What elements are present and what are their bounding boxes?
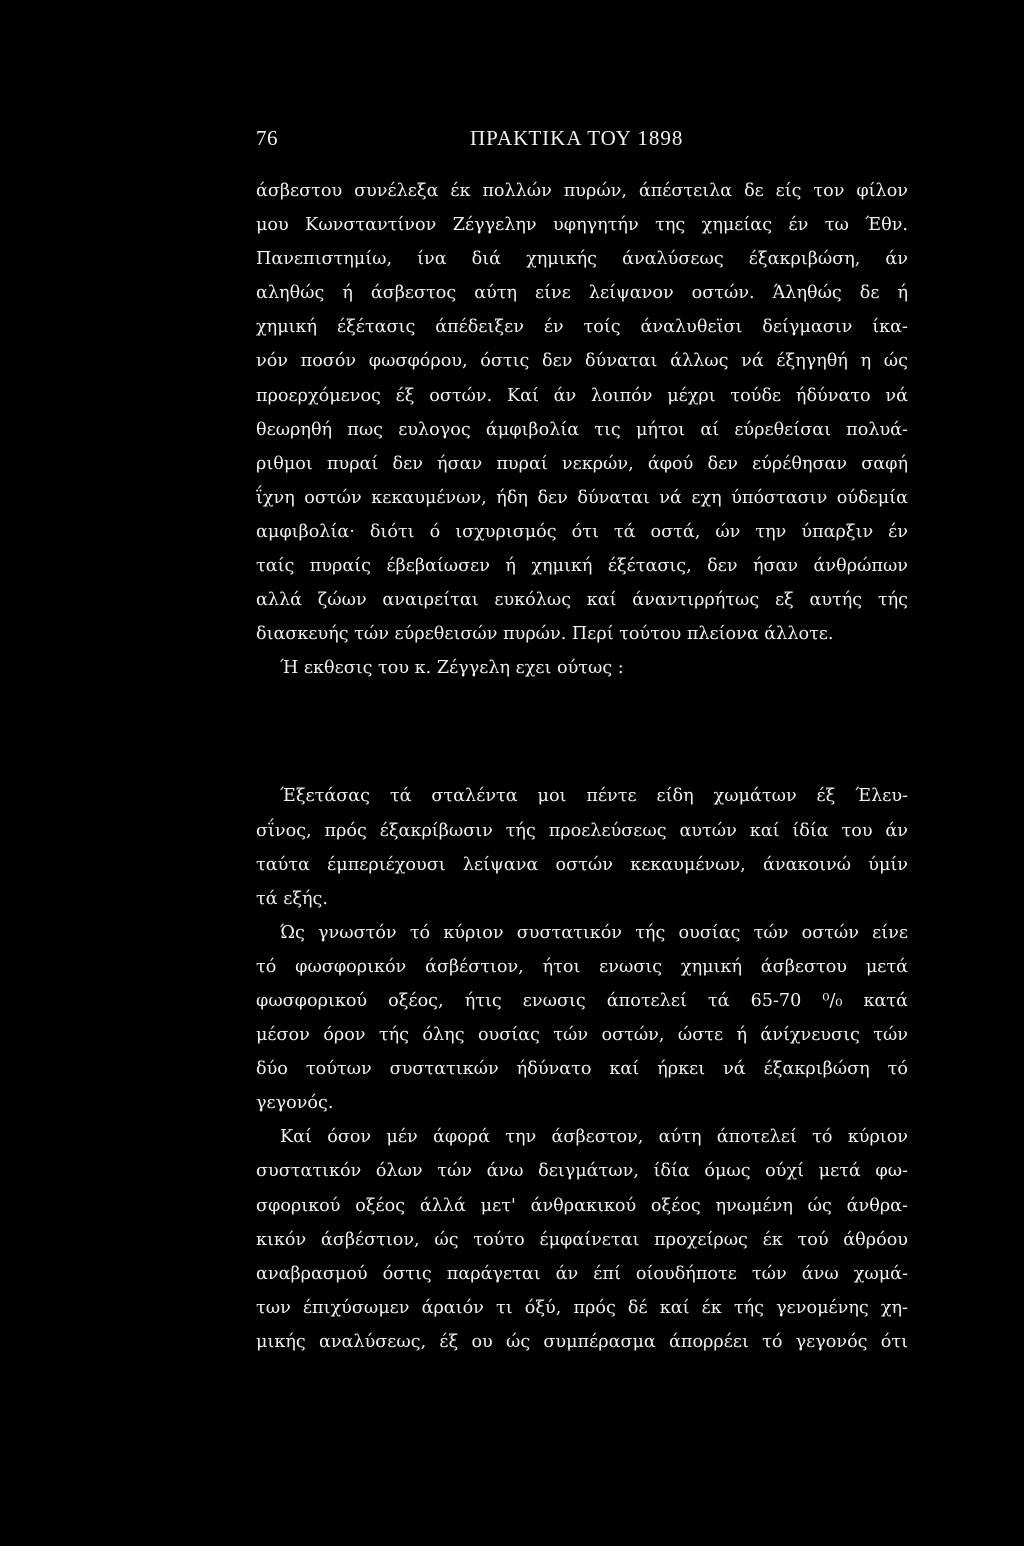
text-line: κικόν άσβέστιον, ώς τούτο έμφαίνεται προχείρως έκ τού άθρόου [256, 1229, 908, 1250]
text-line: των έπιχύσωμεν άραιόν τι όξύ, πρός δέ καί έκ τής γενομένης χη- [256, 1297, 908, 1318]
text-line: αλλά ζώων αναιρείται ευκόλως καί άναντιρρήτως εξ αυτής τής [256, 590, 908, 611]
text-line: αληθώς ή άσβεστος αύτη είνε λείψανον οστών. Άληθώς δε ή [256, 283, 908, 304]
text-line: Καί όσον μέν άφορά την άσβεστον, αύτη άποτελεί τό κύριον [280, 1127, 908, 1148]
report-text [256, 779, 908, 1359]
text-line: Ώς γνωστόν τό κύριον συστατικόν τής ουσίας τών οστών είνε [280, 922, 908, 943]
text-line: νόν ποσόν φωσφόρου, όστις δεν δύναται άλλως νά έξηγηθή η ώς [256, 351, 908, 372]
text-line: αμφιβολία· διότι ό ισχυρισμός ότι τά οστά, ών την ύπαρξιν έν [256, 521, 908, 542]
page-header [256, 126, 908, 160]
text-line: δύο τούτων συστατικών ήδύνατο καί ήρκει νά έξακριβώση τό [256, 1059, 908, 1080]
page-number: 76 [256, 126, 278, 150]
text-line: Ή εκθεσις του κ. Ζέγγελη εχει ούτως : [280, 658, 624, 679]
text-line: αναβρασμού όστις παράγεται άν έπί οίουδήποτε τών άνω χωμά- [256, 1263, 908, 1284]
text-line: προερχόμενος έξ οστών. Καί άν λοιπόν μέχρι τούδε ήδύνατο νά [256, 385, 908, 406]
text-line: μέσον όρον τής όλης ουσίας τών οστών, ώστε ή άνίχνευσις τών [256, 1025, 908, 1046]
text-line: τά εξής. [256, 888, 328, 909]
text-line: άσβεστου συνέλεξα έκ πολλών πυρών, άπέστειλα δε είς τον φίλον [256, 181, 908, 201]
text-line: συστατικόν όλων τών άνω δειγμάτων, ίδία όμως ούχί μετά φω- [256, 1161, 908, 1182]
text-line: σΐνος, πρός έξακρίβωσιν τής προελεύσεως αυτών καί ίδία του άν [256, 820, 908, 841]
text-line: ριθμοι πυραί δεν ήσαν πυραί νεκρών, άφού δεν εύρέθησαν σαφή [256, 453, 908, 474]
document-page [256, 126, 908, 1359]
section-gap [256, 685, 908, 765]
text-line: θεωρηθή πως ευλογος άμφιβολία τις μήτοι αί εύρεθείσαι πολυά- [256, 419, 908, 440]
text-line: φωσφορικού οξέος, ήτις ενωσις άποτελεί τά 65-70 ⁰/₀ κατά [256, 990, 908, 1011]
text-line: ταίς πυραίς έβεβαίωσεν ή χημική έξέτασις, δεν ήσαν άνθρώπων [256, 556, 908, 577]
text-line: ταύτα έμπεριέχουσι λείψανα οστών κεκαυμένων, άνακοινώ ύμίν [256, 854, 908, 875]
body-text [256, 174, 908, 685]
text-line: χημική έξέτασις άπέδειξεν έν τοίς άναλυθεϊσι δείγμασιν ίκα- [256, 317, 908, 338]
text-line: Πανεπιστημίω, ίνα διά χημικής άναλύσεως έξακριβώση, άν [256, 249, 908, 270]
text-line: τό φωσφορικόν άσβέστιον, ήτοι ενωσις χημική άσβεστου μετά [256, 956, 908, 977]
text-line: Έξετάσας τά σταλέντα μοι πέντε είδη χωμάτων έξ Έλευ- [280, 786, 908, 807]
text-line: μικής αναλύσεως, έξ ου ώς συμπέρασμα άπορρέει τό γεγονός ότι [256, 1331, 908, 1352]
text-line: γεγονός. [256, 1093, 334, 1114]
text-line: διασκευής τών εύρεθεισών πυρών. Περί τούτου πλείονα άλλοτε. [256, 624, 834, 645]
running-title: ΠΡΑΚΤΙΚΑ ΤΟΥ 1898 [470, 126, 684, 150]
text-line: σφορικού οξέος άλλά μετ' άνθρακικού οξέος ηνωμένη ώς άνθρα- [256, 1195, 908, 1216]
text-line: ΐχνη οστών κεκαυμένων, ήδη δεν δύναται νά εχη ύπόστασιν ούδεμία [256, 487, 908, 508]
text-line: μου Κωνσταντίνον Ζέγγελην υφηγητήν της χημείας έν τω Έθν. [256, 215, 908, 236]
